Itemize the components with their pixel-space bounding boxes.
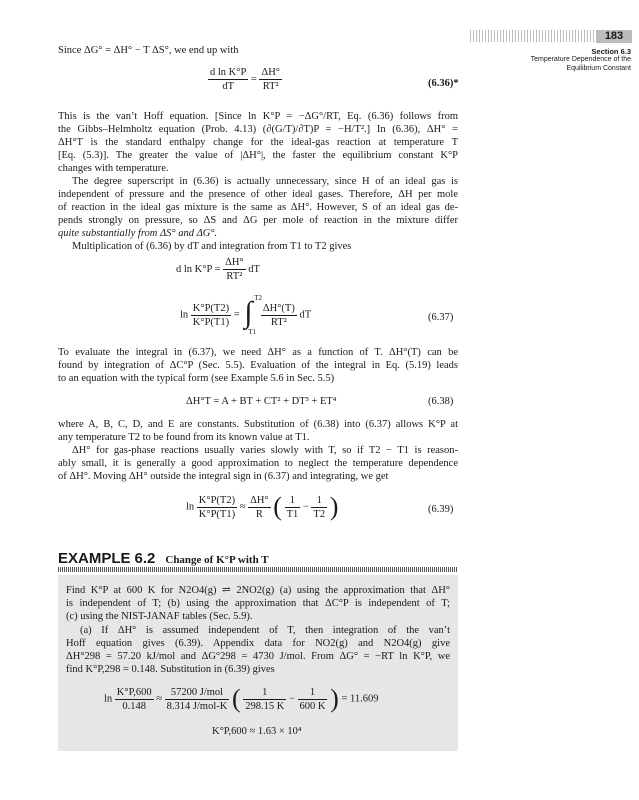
para6-line: ably small, it is generally a good approximation to neglect the temperature dependence bbox=[58, 458, 458, 469]
page-number: 183 bbox=[596, 30, 632, 43]
example-title: Change of K°P with T bbox=[165, 554, 269, 566]
para1-line: changes with temperature. bbox=[58, 163, 169, 174]
example-solution-line: find K°P,298 = 0.148. Substitution in (6.39) gives bbox=[66, 664, 275, 675]
para4-line: To evaluate the integral in (6.37), we need ΔH° as a function of T. ΔH°(T) can be bbox=[58, 347, 458, 358]
example-solution-line: ΔH°298 = 57.20 kJ/mol and ΔG°298 = 4730 J/mol. From ΔG° = −RT ln K°P, we bbox=[66, 651, 450, 662]
para1-line: This is the van’t Hoff equation. [Since ln K°P = −ΔG°/RT, Eq. (6.36) follows from bbox=[58, 111, 458, 122]
section-label: Section 6.3 bbox=[591, 47, 631, 56]
example-line: Find K°P at 600 K for N2O4(g) ⇌ 2NO2(g) (a) using the approximation that ΔH° bbox=[66, 585, 450, 596]
para1-line: [Eq. (5.3)]. The greater the value of |ΔH°|, the faster the equilibrium constant K°P bbox=[58, 150, 458, 161]
example-solution-line: (a) If ΔH° is assumed independent of T, then integration of the van’t bbox=[80, 625, 450, 636]
eq636-rhs: $\frac{\Delta H^\circ}{\text{RT²}}$ bbox=[261, 67, 281, 92]
header-rule bbox=[470, 30, 595, 42]
para6-line: ΔH° for gas-phase reactions usually varies slowly with T, so if T2 − T1 is reason- bbox=[72, 445, 458, 456]
equation-6-37: ln $\frac{K^\circ P(T2)}{K^\circ P(T1)}$ = ∫ T2 T1 $\frac{\Delta H^\circ(T)}{\text{RT²}}$ dT bbox=[180, 294, 312, 336]
para5-line: where A, B, C, D, and E are constants. Substitution of (6.38) into (6.37) allows K°P at bbox=[58, 419, 458, 430]
eq636-lhs: $\frac{\text{d ln K°P}}{dT}$ bbox=[210, 67, 247, 92]
example-rule bbox=[58, 567, 458, 572]
eq636-number: (6.36)* bbox=[428, 78, 459, 89]
para2-line: of reaction in the ideal gas mixture is the same as ΔH°. However, S of an ideal gas de- bbox=[58, 202, 458, 213]
integral-sign: ∫ T2 T1 bbox=[244, 294, 263, 336]
para4-line: found by integration of ΔC°P (Sec. 5.5). Evaluation of the integral in Eq. (5.19) leads bbox=[58, 360, 458, 371]
example-final-result: K°P,600 ≈ 1.63 × 10⁴ bbox=[212, 726, 302, 737]
para2-line: quite substantially from ΔS° and ΔG°. bbox=[58, 228, 218, 239]
intro-line: Since ΔG° = ΔH° − T ΔS°, we end up with bbox=[58, 45, 239, 56]
eq637-number: (6.37) bbox=[428, 312, 454, 323]
eq638-number: (6.38) bbox=[428, 396, 454, 407]
para5-line: any temperature T2 to be found from its known value at T1. bbox=[58, 432, 310, 443]
example-header: EXAMPLE 6.2 Change of K°P with T bbox=[58, 550, 269, 567]
example-line: (c) using the NIST-JANAF tables (Sec. 5.9). bbox=[66, 611, 253, 622]
equation-6-36: $\frac{\text{d ln K°P}}{dT}$ = $\frac{\Delta H^\circ}{\text{RT²}}$ bbox=[210, 67, 281, 92]
para2-line: pends strongly on pressure, so ΔS and ΔG per mole of reaction in the mixture differ bbox=[58, 215, 458, 226]
para4-line: to an equation with the typical form (see Example 5.6 in Sec. 5.5) bbox=[58, 373, 335, 384]
para3-line: Multiplication of (6.36) by dT and integration from T1 to T2 gives bbox=[72, 241, 352, 252]
para1-line: the Gibbs–Helmholtz equation (Prob. 4.13) (∂(G/T)/∂T)P = −H/T².] In (6.36), ΔH° = bbox=[58, 124, 458, 135]
section-title: Temperature Dependence of the Equilibrium Constant bbox=[530, 56, 631, 72]
para2-line: The degree superscript in (6.36) is actually unnecessary, since H of an ideal gas is bbox=[72, 176, 458, 187]
para1-line: ΔH°T is the standard enthalpy change for the ideal-gas reaction at temperature T bbox=[58, 137, 458, 148]
example-line: is independent of T; (b) using the approximation that ΔC°P is independent of T; bbox=[66, 598, 450, 609]
equation-multiplied: d ln K°P = $\frac{\Delta H^\circ}{\text{RT²}}$ dT bbox=[176, 257, 260, 282]
eq639-number: (6.39) bbox=[428, 504, 454, 515]
example-calculation: ln $\frac{K^\circ P,600}{0.148}$ ≈ $\frac{\text{57200 J/mol}}{\text{8.314 J/mol-K}}$ ( $\frac{1}{298.15 K}$ − $\frac{1}{600 K}$ ) = 11.609 bbox=[104, 684, 379, 713]
para2-line: independent of pressure and the presence of other ideal gases. Therefore, ΔH per mole bbox=[58, 189, 458, 200]
equation-6-38: ΔH°T = A + BT + CT² + DT³ + ET⁴ bbox=[186, 396, 337, 407]
equation-6-39: ln $\frac{K^\circ P(T2)}{K^\circ P(T1)}$ ≈ $\frac{\Delta H^\circ}{R}$ ( $\frac{1}{T1}$ − $\frac{1}{T2}$ ) bbox=[186, 492, 339, 521]
para6-line: of ΔH°. Moving ΔH° outside the integral sign in (6.37) and integrating, we get bbox=[58, 471, 389, 482]
example-solution-line: Hoff equation gives (6.39). Appendix data for NO2(g) and N2O4(g) give bbox=[66, 638, 450, 649]
